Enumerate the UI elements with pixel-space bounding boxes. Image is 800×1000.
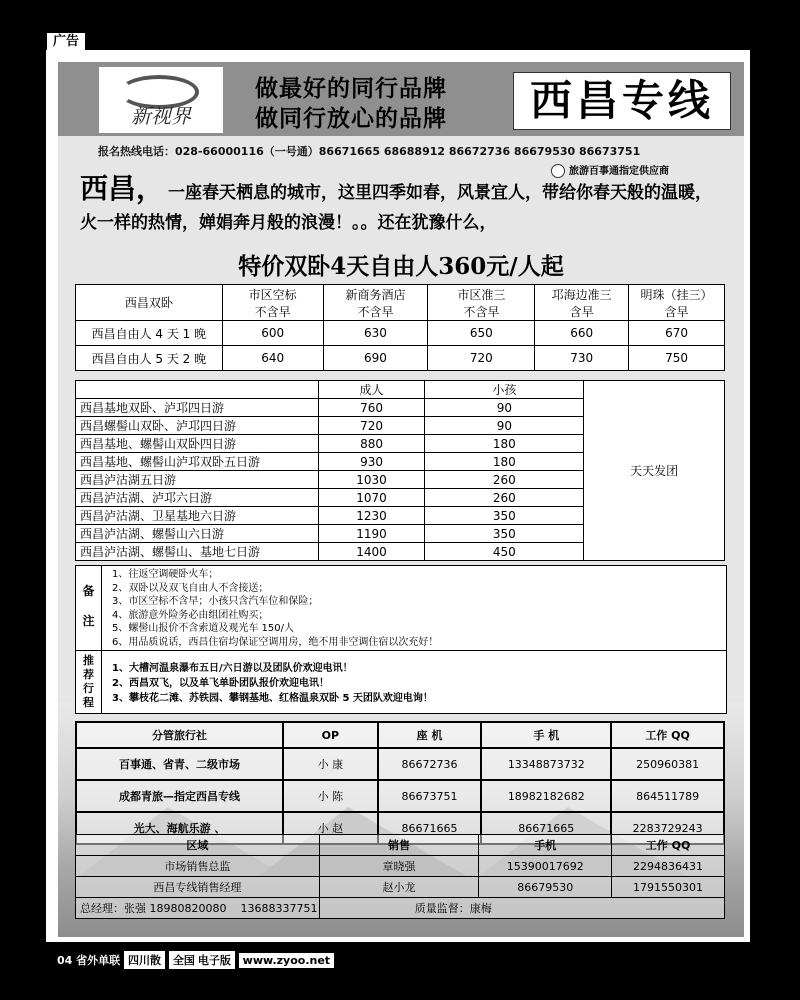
- footer-page: 04 省外单联: [57, 954, 121, 967]
- table-row: [76, 346, 725, 371]
- tour-name: 西昌泸沽湖、螺髻山、基地七日游: [76, 543, 319, 561]
- child-price: 180: [425, 435, 584, 453]
- sales-header-cell: 区域: [76, 835, 320, 856]
- recommended-line: 2、西昌双飞，以及单飞单卧团队报价欢迎电讯！: [112, 678, 329, 689]
- child-price: 260: [425, 471, 584, 489]
- adult-price: 1230: [318, 507, 425, 525]
- hotel-header-cell: 市区空标 不含早: [222, 285, 323, 321]
- contact-header-cell: 手 机: [481, 722, 611, 748]
- table-row: [76, 780, 724, 812]
- tour-header-cell: 小孩: [425, 381, 584, 399]
- hotel-header-cell: 西昌双卧: [76, 285, 223, 321]
- qq-cell: 1791550301: [612, 877, 725, 898]
- tour-header-cell: [76, 381, 319, 399]
- table-row: [76, 898, 725, 919]
- adult-price: 1070: [318, 489, 425, 507]
- tour-name: 西昌泸沽湖、螺髻山六日游: [76, 525, 319, 543]
- hotel-header-cell: 市区准三 不含早: [428, 285, 535, 321]
- recommended-routes-box: [75, 650, 727, 714]
- product-name: 西昌自由人 5 天 2 晚: [76, 346, 223, 371]
- tour-name: 西昌基地、螺髻山泸邛双卧五日游: [76, 453, 319, 471]
- op-cell: 小 赵: [283, 812, 378, 844]
- child-price: 350: [425, 507, 584, 525]
- adult-price: 1400: [318, 543, 425, 561]
- region-cell: 西昌专线销售经理: [76, 877, 320, 898]
- logo-text: 新视界: [131, 104, 191, 128]
- supplier-badge: 旅游百事通指定供应商: [551, 162, 669, 178]
- qq-cell: 2294836431: [612, 856, 725, 877]
- contact-header-cell: 工作 QQ: [611, 722, 724, 748]
- tour-name: 西昌泸沽湖五日游: [76, 471, 319, 489]
- op-cell: 小 陈: [283, 780, 378, 812]
- adult-price: 1030: [318, 471, 425, 489]
- region-cell: 市场销售总监: [76, 856, 320, 877]
- note-line: 2、双卧以及双飞自由人不含接送；: [112, 582, 269, 594]
- landline-cell: 86672736: [378, 748, 482, 780]
- notes-list: [112, 568, 438, 649]
- price-cell: 730: [535, 346, 629, 371]
- hotel-header-cell: 明珠（挂三） 含早: [629, 285, 725, 321]
- price-cell: 750: [629, 346, 725, 371]
- booking-hotline: 报名热线电话：028-66000116（一号通）86671665 68688912 86672736 86679530 86673751: [98, 145, 641, 158]
- qq-cell: 2283729243: [611, 812, 724, 844]
- tour-name: 西昌基地、螺髻山双卧四日游: [76, 435, 319, 453]
- price-cell: 650: [428, 321, 535, 346]
- note-line: 4、旅游意外险务必由组团社购买；: [112, 609, 269, 621]
- landline-cell: 86673751: [378, 780, 482, 812]
- contact-table: [75, 721, 725, 845]
- footer-url[interactable]: www.zyoo.net: [239, 953, 334, 968]
- general-manager: 总经理：张强 18980820080 13688337751: [76, 898, 320, 919]
- tour-price-table: [75, 380, 725, 561]
- child-price: 90: [425, 399, 584, 417]
- sales-header-cell: 工作 QQ: [612, 835, 725, 856]
- tour-name: 西昌基地双卧、泸邛四日游: [76, 399, 319, 417]
- tour-header-cell: 成人: [318, 381, 425, 399]
- route-title: 西昌专线: [513, 72, 731, 130]
- gm-phone: 13688337751: [240, 902, 318, 915]
- page-footer: [57, 951, 334, 967]
- footer-brand: 四川散: [124, 951, 165, 969]
- sales-header-cell: 销售: [319, 835, 479, 856]
- mobile-cell: 13348873732: [481, 748, 611, 780]
- child-price: 260: [425, 489, 584, 507]
- ad-content: [58, 62, 744, 937]
- recommended-label: 推 荐 行 程: [76, 651, 102, 713]
- recommended-line: 3、攀枝花二滩、苏铁园、攀钢基地、红格温泉双卧 5 天团队欢迎电询！: [112, 693, 433, 704]
- ad-header: [58, 62, 744, 136]
- slogan-line-2: 做同行放心的品牌: [255, 106, 447, 132]
- footer-edition: 全国 电子版: [169, 951, 235, 969]
- agency-cell: 百事通、省青、二级市场: [76, 748, 283, 780]
- note-line: 3、市区空标不含早；小孩只含汽车位和保险；: [112, 596, 319, 607]
- slogan-line-1: 做最好的同行品牌: [255, 76, 447, 102]
- note-line: 1、往返空调硬卧火车；: [112, 569, 219, 580]
- table-row: [76, 321, 725, 346]
- adult-price: 880: [318, 435, 425, 453]
- landline-cell: 86671665: [378, 812, 482, 844]
- brand-logo: [99, 67, 223, 133]
- table-row: [76, 748, 724, 780]
- special-offer-headline: 特价双卧4天自由人360元/人起: [238, 253, 564, 280]
- hotel-price-table: [75, 284, 725, 371]
- table-row: [76, 877, 725, 898]
- price-cell: 600: [222, 321, 323, 346]
- intro-city: 西昌，: [80, 172, 165, 205]
- tour-name: 西昌泸沽湖、泸邛六日游: [76, 489, 319, 507]
- sales-table: [75, 834, 725, 919]
- price-cell: 690: [323, 346, 428, 371]
- tour-name: 西昌泸沽湖、卫星基地六日游: [76, 507, 319, 525]
- note-line: 6、用品质说话，西昌住宿均保证空调用房，绝不用非空调住宿以次充好！: [112, 636, 439, 648]
- child-price: 90: [425, 417, 584, 435]
- notes-label: 备 注: [76, 566, 102, 650]
- hotel-header-cell: 邛海边准三 含早: [535, 285, 629, 321]
- sales-person-cell: 章晓强: [319, 856, 479, 877]
- intro-text: 一座春天栖息的城市，这里四季如春，风景宜人，带给你春天般的温暖，火一样的热情，婵娟奔月般的浪漫！。。还在犹豫什么，: [80, 183, 713, 233]
- adult-price: 720: [318, 417, 425, 435]
- price-cell: 660: [535, 321, 629, 346]
- table-row: [76, 856, 725, 877]
- mobile-cell: 86679530: [479, 877, 612, 898]
- child-price: 450: [425, 543, 584, 561]
- notes-box: [75, 565, 727, 651]
- sales-header-cell: 手机: [479, 835, 612, 856]
- child-price: 180: [425, 453, 584, 471]
- agency-cell: 光大、海航乐游 、: [76, 812, 283, 844]
- contact-header-cell: OP: [283, 722, 378, 748]
- child-price: 350: [425, 525, 584, 543]
- mobile-cell: 15390017692: [479, 856, 612, 877]
- contact-header-cell: 分管旅行社: [76, 722, 283, 748]
- note-line: 5、螺髻山报价不含索道及观光车 150/人: [112, 623, 294, 634]
- price-cell: 670: [629, 321, 725, 346]
- adult-price: 1190: [318, 525, 425, 543]
- recommended-list: [112, 661, 433, 706]
- mobile-cell: 86671665: [481, 812, 611, 844]
- qq-cell: 250960381: [611, 748, 724, 780]
- sales-person-cell: 赵小龙: [319, 877, 479, 898]
- product-name: 西昌自由人 4 天 1 晚: [76, 321, 223, 346]
- departure-cell: 天天发团: [584, 381, 725, 561]
- contact-header-cell: 座 机: [378, 722, 482, 748]
- qq-cell: 864511789: [611, 780, 724, 812]
- adult-price: 760: [318, 399, 425, 417]
- intro-paragraph: [80, 174, 720, 238]
- agency-cell: 成都青旅—指定西昌专线: [76, 780, 283, 812]
- op-cell: 小 康: [283, 748, 378, 780]
- quality-supervision: 质量监督：康梅: [319, 898, 724, 919]
- mobile-cell: 18982182682: [481, 780, 611, 812]
- price-cell: 720: [428, 346, 535, 371]
- tour-name: 西昌螺髻山双卧、泸邛四日游: [76, 417, 319, 435]
- ad-tag: 广告: [47, 33, 85, 51]
- price-cell: 630: [323, 321, 428, 346]
- price-cell: 640: [222, 346, 323, 371]
- adult-price: 930: [318, 453, 425, 471]
- hotel-header-cell: 新商务酒店 不含早: [323, 285, 428, 321]
- recommended-line: 1、大槽河温泉瀑布五日/六日游以及团队价欢迎电讯！: [112, 663, 353, 674]
